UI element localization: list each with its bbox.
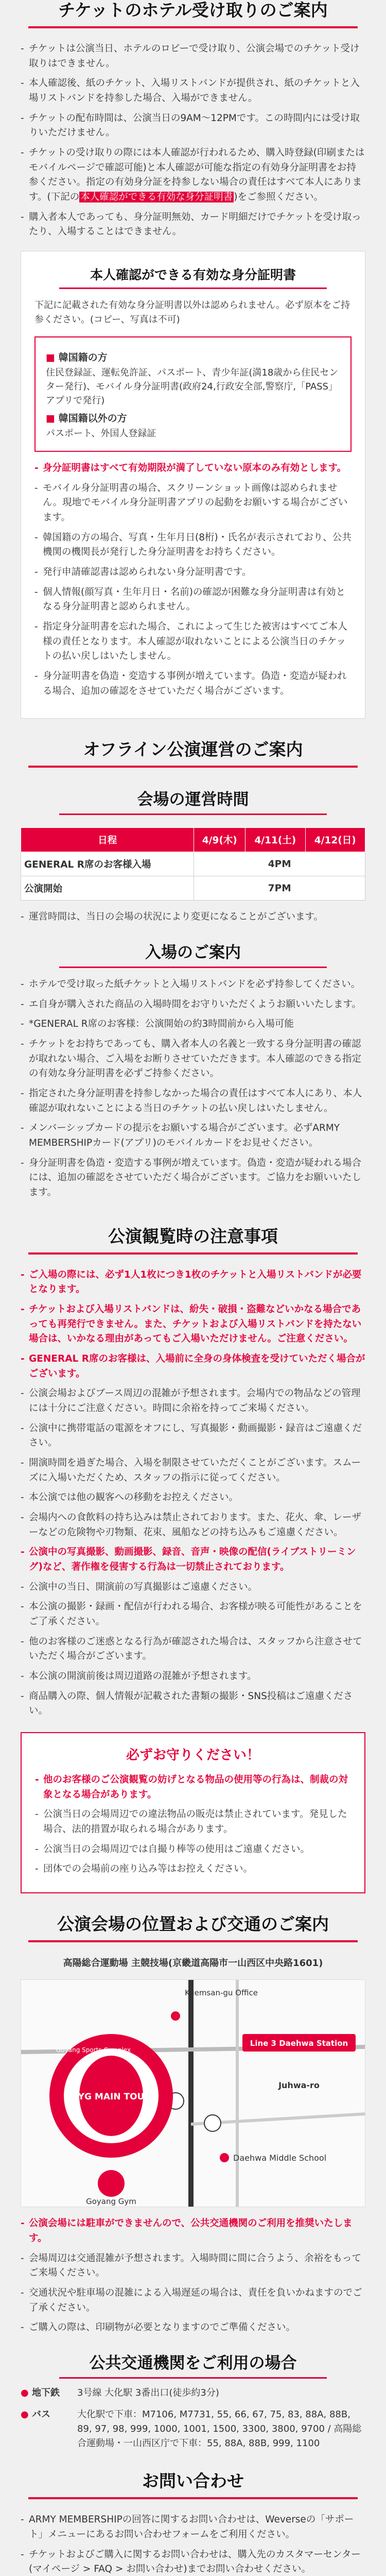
venue-title: 公演会場の位置および交通のご案内	[21, 1893, 365, 1946]
venue-address: 高陽総合運動場 主競技場(京畿道高陽市一山西区中央路1601)	[63, 1958, 323, 1969]
row-label: 公演開始	[21, 876, 194, 901]
list-item: - チケットおよびご購入に関するお問い合わせは、購入先のカスタマーセンター(マイページ > FAQ > お問い合わせ)までお問い合わせください。	[21, 2548, 365, 2576]
school-pin-icon	[220, 2153, 229, 2162]
list-item: - GENERAL R席のお客様は、入場前に全身の身体検査を受けていただく場合がございます。	[21, 1352, 365, 1381]
prohibited-box	[21, 1732, 365, 1893]
list-item: - 発行申請確認書は認められない身分証明書です。	[34, 565, 352, 580]
row-value: 4PM	[194, 852, 365, 876]
inquiry-section	[0, 2450, 386, 2576]
bus-info: 大化駅で下車：M7106, M7731, 55, 66, 67, 75, 83, 88A, 88B, 89, 97, 98, 999, 1000, 1001, 1500, 3300, 3800, 9700 / 高陽総合運動場・一山西区庁で下車：55, 88A, 88B, 999, 1100	[77, 2409, 362, 2449]
venue-map	[21, 1979, 365, 2207]
ticket-section	[0, 0, 386, 719]
school-label: Daehwa Middle School	[233, 2153, 327, 2163]
list-item: - 公演中の当日、開演前の写真撮影はご遠慮ください。	[21, 1580, 365, 1595]
gym-label: Goyang Gym	[86, 2197, 136, 2207]
list-item: - 指定された身分証明書を持参しなかった場合の責任はすべて本人にあり、本人確認が取れないことによる当日のチケットの払い戻しはいたしません。	[21, 1087, 365, 1116]
inquiry-title: お問い合わせ	[21, 2450, 365, 2503]
list-item: - 身分証明書を偽造・変造する事例が増えています。偽造・変造が疑われる場合には、追加の確認をさせていただく場合がございます。ご協力をお願いいたします。	[21, 1156, 365, 1200]
caution-section	[0, 1206, 386, 1894]
list-item: - チケットおよび入場リストバンドは、紛失・破損・盗難などいかなる場合であっても再発行できません。また、チケットおよび入場リストバンドを持たない場合は、いかなる理由があってもご入場いただけません。ご注意ください。	[21, 1302, 365, 1347]
list-item: - ARMY MEMBERSHIPの回答に関するお問い合わせは、Weverseの「サポート」メニューにあるお問い合わせフォームをご利用ください。	[21, 2513, 365, 2542]
list-item: - 本人確認後、紙のチケット、入場リストバンドが提供され、紙のチケットと入場リストバンドを持参した場合、入場ができません。	[21, 76, 365, 106]
venue-map-label: KYG MAIN TOUR	[71, 2092, 151, 2103]
office-pin-icon	[171, 2011, 180, 2021]
caution-title: 公演観覧時の注意事項	[21, 1206, 365, 1259]
list-item: - ご購入の際は、印刷物が必要となりますのでご準備ください。	[21, 2320, 365, 2335]
id-highlight: 本人確認ができる有効な身分証明書	[80, 192, 233, 203]
table-row	[21, 852, 365, 876]
list-item: - チケットの配布時間は、公演当日の9AM～12PMです。この時間内には受け取りいただけません。	[21, 111, 365, 141]
id-types-box	[34, 336, 352, 452]
row-value: 7PM	[194, 876, 365, 901]
list-item: - *GENERAL R席のお客様：公演開始の約3時間前から入場可能	[21, 1017, 365, 1032]
foreign-heading: ■ 韓国籍以外の方	[46, 411, 340, 425]
ticket-notes	[21, 42, 365, 240]
list-item: - 商品購入の際、個人情報が記載された書類の撮影・SNS投稿はご遠慮ください。	[21, 1689, 365, 1719]
list-item: - 運営時間は、当日の会場の状況により変更になることがございます。	[21, 910, 365, 925]
map-graphic	[21, 1980, 365, 2207]
list-item: - 交通状況や駐車場の混雑による入場遅延の場合は、責任を負いかねますのでご了承ください。	[21, 2286, 365, 2315]
table-row	[21, 876, 365, 901]
list-item: - 公演当日の会場周辺での違法物品の販売は禁止されています。発見した場合、法的措置が取られる場合があります。	[35, 1807, 351, 1837]
list-item: - モバイル身分証明書の場合、スクリーンショット画像は認められません。現地でモバイル身分証明書アプリの起動をお願いする場合がございます。	[34, 481, 352, 526]
list-item: - チケットをお持ちであっても、購入者本人の名義と一致する身分証明書の確認が取れない場合、ご入場をお断りさせていただきます。本人確認のできる指定の有効な身分証明書を必ずご持参ください。	[21, 1037, 365, 1081]
list-item: - 開演時間を過ぎた場合、入場を制限させていただくことがございます。スムーズに入場いただくため、スタッフの指示に従ってください。	[21, 1456, 365, 1485]
list-item: - 身分証明書を偽造・変造する事例が増えています。偽造・変造が疑われる場合、追加の確認をさせていただく場合がございます。	[34, 669, 352, 699]
list-item: - ホテルで受け取った紙チケットと入場リストバンドを必ず持参してください。	[21, 977, 365, 992]
entry-notes	[21, 977, 365, 1200]
subway-info: 3号線 大化駅 3番出口(徒歩約3分)	[77, 2387, 219, 2398]
office-label: Kuemsan-gu Office	[185, 1988, 258, 1998]
bus-label: ● バス	[21, 2408, 77, 2451]
list-item: - 会場内への食飲料の持ち込みは禁止されております。また、花火、傘、レーザーなどの危険物や刃物類、花束、風船などの持ち込みもご遠慮ください。	[21, 1511, 365, 1540]
table-header: 4/11(土)	[245, 828, 305, 852]
list-item: - メンバーシップカードの提示をお願いする場合がございます。必ずARMY MEMBERSHIPカード(アプリ)のモバイルカードをお見せください。	[21, 1121, 365, 1150]
prohibited-notes	[35, 1773, 351, 1877]
row-label: GENERAL R席のお客様入場	[21, 852, 194, 876]
hours-notes	[21, 910, 365, 925]
venue-notes	[21, 2216, 365, 2335]
list-item: - 団体での会場前の座り込み等はお控えください。	[35, 1862, 351, 1877]
id-box-intro: 下記に記載された有効な身分証明書以外は認められません。必ず原本をご持参ください。(コピー、写真は不可)	[34, 300, 350, 325]
list-item: - 他のお客様のご公演観覧の妨げとなる物品の使用等の行為は、制裁の対象となる場合があります。	[35, 1773, 351, 1802]
caution-notes	[21, 1268, 365, 1719]
korean-heading: ■ 韓国籍の方	[46, 350, 340, 364]
table-header: 日程	[21, 828, 194, 852]
station-label: Line 3 Daehwa Station	[250, 2039, 348, 2048]
id-box-title: 本人確認ができる有効な身分証明書	[34, 265, 352, 289]
stadium-label: Goyang Sports Complex	[56, 2046, 131, 2054]
offline-section	[0, 719, 386, 1200]
list-item: - 公演当日の会場周辺では自撮り棒等の使用はご遠慮ください。	[35, 1842, 351, 1857]
list-item: - 公演中に携帯電話の電源をオフにし、写真撮影・動画撮影・録音はご遠慮ください。	[21, 1421, 365, 1451]
list-item: - 韓国籍の方の場合、写真・生年月日(8桁)・氏名が表示されており、公共機関の機関長が発行した身分証明書をお持ちください。	[34, 531, 352, 560]
hours-title: 会場の運営時間	[21, 786, 365, 815]
list-item: - 他のお客様のご迷惑となる行為が確認された場合は、スタッフから注意させていただく場合がございます。	[21, 1635, 365, 1664]
list-item: - 本公演の撮影・録画・配信が行われる場合、お客様が映る可能性があることをご了承ください。	[21, 1600, 365, 1629]
list-item: - エ自身が購入された商品の入場時間をお守りいただくようお願いいたします。	[21, 997, 365, 1012]
list-item: - 公演会場には駐車ができませんので、公共交通機関のご利用を推奨いたします。	[21, 2216, 365, 2246]
offline-title: オフライン公演運営のご案内	[21, 719, 365, 772]
id-notes	[34, 461, 352, 699]
list-item: - 公演中の写真撮影、動画撮影、録音、音声・映像の配信(ライブストリーミング)など、著作権を侵害する行為は一切禁止されております。	[21, 1545, 365, 1574]
table-header: 4/9(木)	[194, 828, 245, 852]
list-item: - ご入場の際には、必ず1人1枚につき1枚のチケットと入場リストバンドが必要となります。	[21, 1268, 365, 1297]
list-item: - 身分証明書はすべて有効期限が満了していない原本のみ有効とします。	[34, 461, 352, 476]
list-item: - 会場周辺は交通混雑が予想されます。入場時間に間に合うよう、余裕をもってご来場ください。	[21, 2251, 365, 2281]
juhwa-label: Juhwa-ro	[278, 2080, 320, 2091]
list-item: - 個人情報(顔写真・生年月日・名前)の確認が困難な身分証明書は有効となる身分証明書と認められません。	[34, 585, 352, 615]
entry-title: 入場のご案内	[21, 939, 365, 968]
list-item: - 公演会場およびブース周辺の混雑が予想されます。会場内での物品などの管理には十分にご注意ください。時間に余裕を持ってご来場ください。	[21, 1386, 365, 1416]
ticket-title: チケットのホテル受け取りのご案内	[21, 0, 365, 32]
prohibited-title: 必ずお守りください！	[126, 1748, 260, 1764]
id-requirements-box	[21, 251, 365, 719]
inquiry-notes	[21, 2513, 365, 2576]
venue-section	[0, 1893, 386, 2450]
table-header: 4/12(日)	[305, 828, 365, 852]
foreign-body: パスポート、外国人登録証	[46, 428, 156, 439]
list-item: - 本公演の開演前後は周辺道路の混雑が予想されます。	[21, 1669, 365, 1684]
schedule-table	[21, 827, 365, 901]
bus-row	[21, 2408, 365, 2451]
subway-label: ● 地下鉄	[21, 2386, 77, 2400]
subway-row	[21, 2386, 365, 2400]
list-item: - チケットの受け取りの際には本人確認が行われるため、購入時登録(印刷またはモバイルページで確認可能)と本人確認が可能な指定の有効身分証明書をお持参ください。指定の有効身分証を持参しない場合の責任はすべて本人にあります。(下記の 本人確認ができる有効な身分証明書 )をご参照ください。	[21, 146, 365, 205]
transit-title: 公共交通機関をご利用の場合	[21, 2350, 365, 2379]
list-item: - 指定身分証明書を忘れた場合、これによって生じた被害はすべてご本人様の責任となります。本人確認が取れないことによる公演当日のチケットの払い戻しはいたしません。	[34, 620, 352, 664]
list-item: - チケットは公演当日、ホテルのロビーで受け取り、公演会場でのチケット受け取りはできません。	[21, 42, 365, 71]
list-item: - 購入者本人であっても、身分証明無効、カード明細だけでチケットを受け取ったり、入場することはできません。	[21, 210, 365, 240]
list-item: - 本公演では他の観客への移動をお控えください。	[21, 1490, 365, 1505]
korean-body: 住民登録証、運転免許証、パスポート、青少年証(満18歳から住民センター発行)、モバイル身分証明書(政府24,行政安全部,警察庁,「PASS」アプリで発行)	[46, 367, 339, 406]
